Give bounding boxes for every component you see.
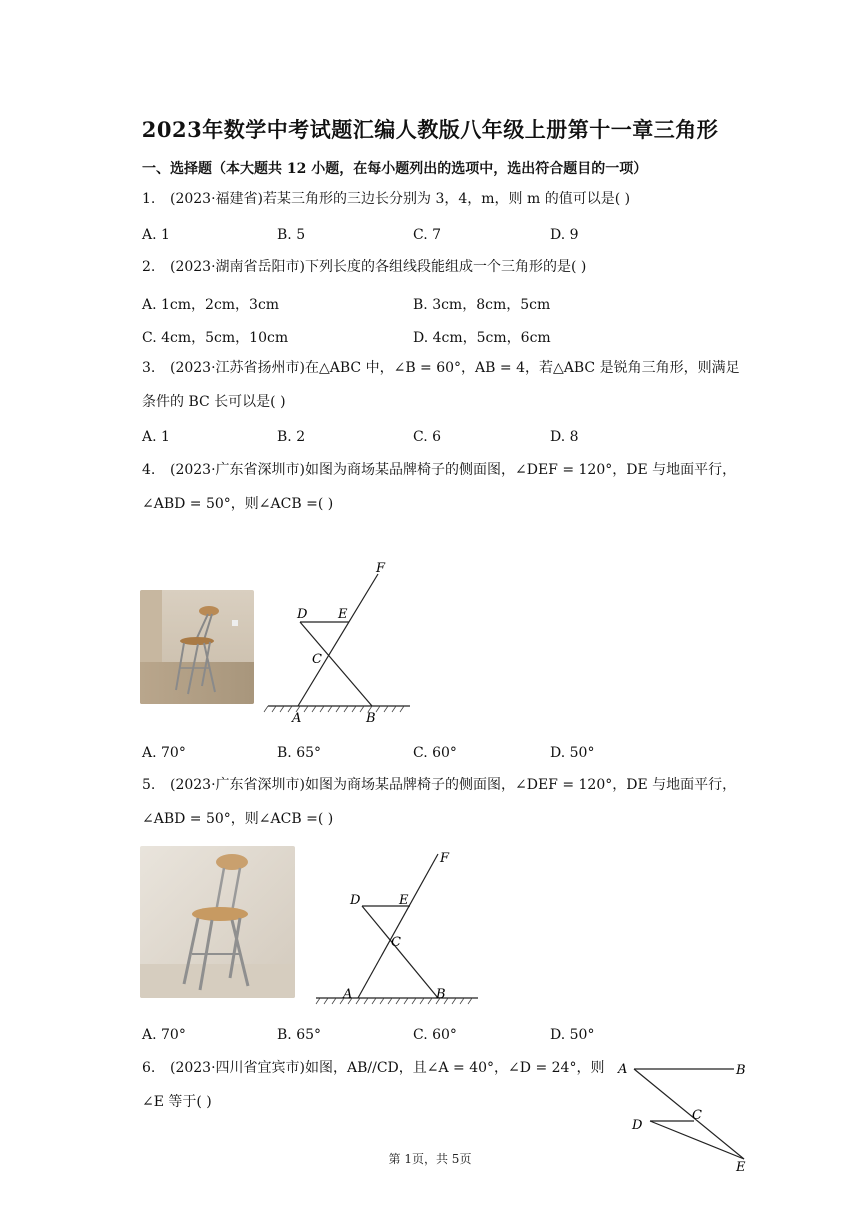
label-e: E — [338, 607, 348, 622]
label-a: A — [343, 987, 353, 1002]
option-a[interactable]: A. 70° — [142, 1027, 186, 1043]
question-5 — [142, 778, 736, 792]
label-a: A — [292, 711, 302, 725]
label-c: C — [692, 1108, 702, 1123]
question-number: 1. — [142, 191, 156, 207]
chair-diagram — [260, 560, 420, 725]
option-a[interactable]: A. 1 — [142, 227, 170, 243]
option-b[interactable]: B. 65° — [277, 1027, 322, 1043]
question-number: 3. — [142, 360, 156, 376]
label-f: F — [376, 561, 386, 576]
option-c[interactable]: C. 60° — [413, 745, 457, 761]
question-6 — [142, 1061, 604, 1075]
option-b[interactable]: B. 5 — [277, 227, 306, 243]
question-6-continued: ∠E 等于( ) — [142, 1094, 212, 1110]
question-4 — [142, 463, 736, 477]
option-c[interactable]: C. 60° — [413, 1027, 457, 1043]
option-d[interactable]: D. 9 — [550, 227, 579, 243]
option-d[interactable]: D. 4cm，5cm，6cm — [413, 330, 551, 346]
option-d[interactable]: D. 50° — [550, 1027, 595, 1043]
label-e: E — [399, 893, 409, 908]
label-b: B — [436, 987, 446, 1002]
option-c[interactable]: C. 7 — [413, 227, 442, 243]
option-a[interactable]: A. 1 — [142, 429, 170, 445]
chair-photo — [140, 846, 295, 998]
option-c[interactable]: C. 6 — [413, 429, 442, 445]
question-text: (2023·江苏省扬州市)在△ABC 中，∠B = 60°，AB = 4，若△ABC 是锐角三角形，则满足 — [170, 360, 740, 376]
question-text: (2023·广东省深圳市)如图为商场某品牌椅子的侧面图，∠DEF = 120°，DE 与地面平行， — [170, 777, 737, 793]
question-number: 4. — [142, 462, 156, 478]
label-d: D — [632, 1118, 643, 1133]
question-number: 6. — [142, 1060, 156, 1076]
question-1 — [142, 192, 630, 206]
section-heading: 一、选择题（本大题共 12 小题，在每小题列出的选项中，选出符合题目的一项） — [142, 161, 648, 177]
question-5-continued: ∠ABD = 50°，则∠ACB =( ) — [142, 811, 334, 827]
option-a[interactable]: A. 1cm，2cm，3cm — [142, 297, 280, 313]
question-text: (2023·湖南省岳阳市)下列长度的各组线段能组成一个三角形的是( ) — [170, 259, 587, 275]
question-text: (2023·四川省宜宾市)如图，AB//CD，且∠A = 40°，∠D = 24°，则 — [170, 1060, 605, 1076]
question-4-continued: ∠ABD = 50°，则∠ACB =( ) — [142, 496, 334, 512]
option-b[interactable]: B. 2 — [277, 429, 306, 445]
question-3-continued: 条件的 BC 长可以是( ) — [142, 394, 286, 410]
label-e: E — [736, 1160, 746, 1175]
chair-photo — [140, 590, 254, 704]
option-d[interactable]: D. 50° — [550, 745, 595, 761]
question-text: (2023·广东省深圳市)如图为商场某品牌椅子的侧面图，∠DEF = 120°，DE 与地面平行， — [170, 462, 737, 478]
option-a[interactable]: A. 70° — [142, 745, 186, 761]
label-c: C — [391, 935, 401, 950]
label-d: D — [297, 607, 308, 622]
label-d: D — [350, 893, 361, 908]
label-b: B — [366, 711, 376, 725]
option-b[interactable]: B. 3cm，8cm，5cm — [413, 297, 551, 313]
label-c: C — [312, 652, 322, 667]
label-a: A — [618, 1062, 628, 1077]
question-3 — [142, 361, 740, 375]
question-text: (2023·福建省)若某三角形的三边长分别为 3，4，m，则 m 的值可以是( ) — [170, 191, 631, 207]
page-footer: 第 1页，共 5页 — [388, 1152, 472, 1166]
option-c[interactable]: C. 4cm，5cm，10cm — [142, 330, 289, 346]
question-number: 5. — [142, 777, 156, 793]
chair-diagram — [310, 842, 485, 1007]
page-title: 2023年数学中考试题汇编人教版八年级上册第十一章三角形 — [141, 117, 719, 142]
question-2 — [142, 260, 586, 274]
question-number: 2. — [142, 259, 156, 275]
label-f: F — [440, 851, 450, 866]
option-d[interactable]: D. 8 — [550, 429, 579, 445]
option-b[interactable]: B. 65° — [277, 745, 322, 761]
label-b: B — [736, 1063, 746, 1078]
